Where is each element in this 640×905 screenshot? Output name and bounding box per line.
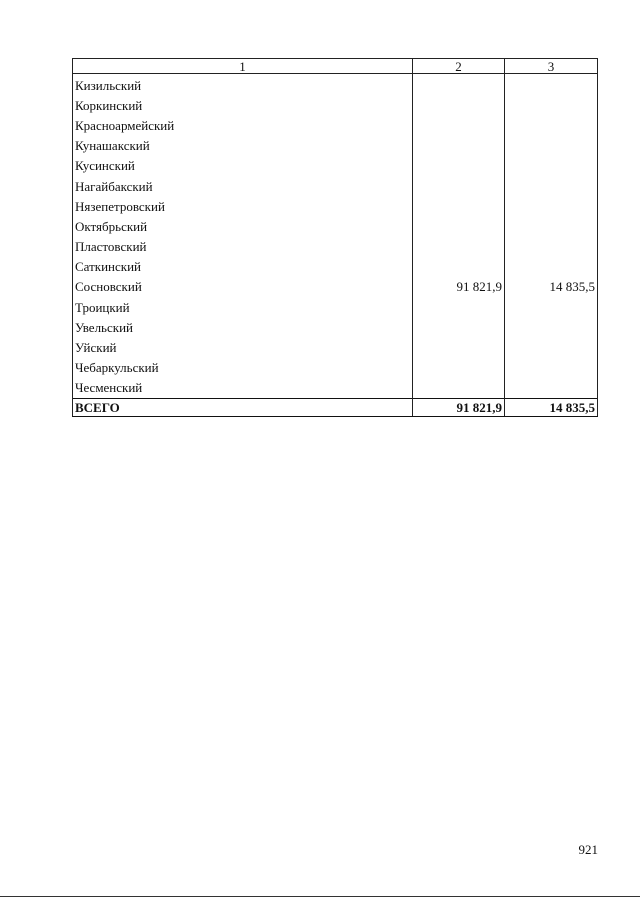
value-col3-cell: [505, 237, 598, 257]
value-col2-cell: [413, 378, 505, 399]
total-row: [73, 399, 598, 417]
value-col3-cell: [505, 216, 598, 236]
value-col3-cell: [505, 317, 598, 337]
value-col2-cell: [413, 74, 505, 96]
value-col2-cell: [413, 257, 505, 277]
value-col2-cell: [413, 337, 505, 357]
district-name-cell: Нагайбакский: [73, 176, 413, 196]
page-number: 921: [578, 842, 598, 857]
value-col2-cell: [413, 156, 505, 176]
value-col2-cell: [413, 216, 505, 236]
table-row: [73, 176, 598, 196]
table-row: [73, 297, 598, 317]
value-col3-cell: [505, 378, 598, 399]
total-col2-cell: 91 821,9: [413, 399, 505, 417]
value-col2-cell: [413, 297, 505, 317]
value-col3-cell: [505, 156, 598, 176]
value-col2-cell: [413, 176, 505, 196]
value-col2-cell: [413, 237, 505, 257]
bottom-rule: [0, 896, 640, 897]
value-col3-cell: [505, 136, 598, 156]
table-row: [73, 378, 598, 399]
column-header-1: 1: [73, 59, 413, 74]
district-name-cell: Уйский: [73, 337, 413, 357]
district-name-cell: Кусинский: [73, 156, 413, 176]
value-col3-cell: [505, 176, 598, 196]
value-col2-cell: [413, 136, 505, 156]
column-header-3: 3: [505, 59, 598, 74]
table-row: [73, 136, 598, 156]
value-col3-cell: [505, 115, 598, 135]
value-col2-cell: [413, 95, 505, 115]
district-name-cell: Пластовский: [73, 237, 413, 257]
table-row: [73, 196, 598, 216]
table-row: [73, 257, 598, 277]
column-header-2: 2: [413, 59, 505, 74]
table-row: [73, 337, 598, 357]
table-row: [73, 237, 598, 257]
district-name-cell: Октябрьский: [73, 216, 413, 236]
table-body: [73, 74, 598, 417]
value-col2-cell: [413, 317, 505, 337]
value-col3-cell: [505, 74, 598, 96]
district-name-cell: Кунашакский: [73, 136, 413, 156]
district-name-cell: Нязепетровский: [73, 196, 413, 216]
table-row: [73, 358, 598, 378]
value-col2-cell: [413, 115, 505, 135]
table-row: [73, 317, 598, 337]
value-col3-cell: [505, 196, 598, 216]
value-col3-cell: [505, 337, 598, 357]
value-col2-cell: [413, 358, 505, 378]
value-col3-cell: [505, 257, 598, 277]
district-name-cell: Чесменский: [73, 378, 413, 399]
total-col3-cell: 14 835,5: [505, 399, 598, 417]
table-row: [73, 74, 598, 96]
total-label-cell: ВСЕГО: [73, 399, 413, 417]
table-row: [73, 156, 598, 176]
district-table: [72, 58, 598, 417]
district-name-cell: Коркинский: [73, 95, 413, 115]
value-col3-cell: [505, 297, 598, 317]
table-row: [73, 277, 598, 297]
header-row: [73, 59, 598, 74]
district-name-cell: Увельский: [73, 317, 413, 337]
value-col3-cell: [505, 95, 598, 115]
table-row: [73, 216, 598, 236]
table-row: [73, 95, 598, 115]
value-col3-cell: 14 835,5: [505, 277, 598, 297]
district-name-cell: Красноармейский: [73, 115, 413, 135]
district-name-cell: Кизильский: [73, 74, 413, 96]
value-col2-cell: 91 821,9: [413, 277, 505, 297]
district-name-cell: Троицкий: [73, 297, 413, 317]
district-name-cell: Сосновский: [73, 277, 413, 297]
district-name-cell: Саткинский: [73, 257, 413, 277]
value-col2-cell: [413, 196, 505, 216]
value-col3-cell: [505, 358, 598, 378]
table-row: [73, 115, 598, 135]
district-name-cell: Чебаркульский: [73, 358, 413, 378]
